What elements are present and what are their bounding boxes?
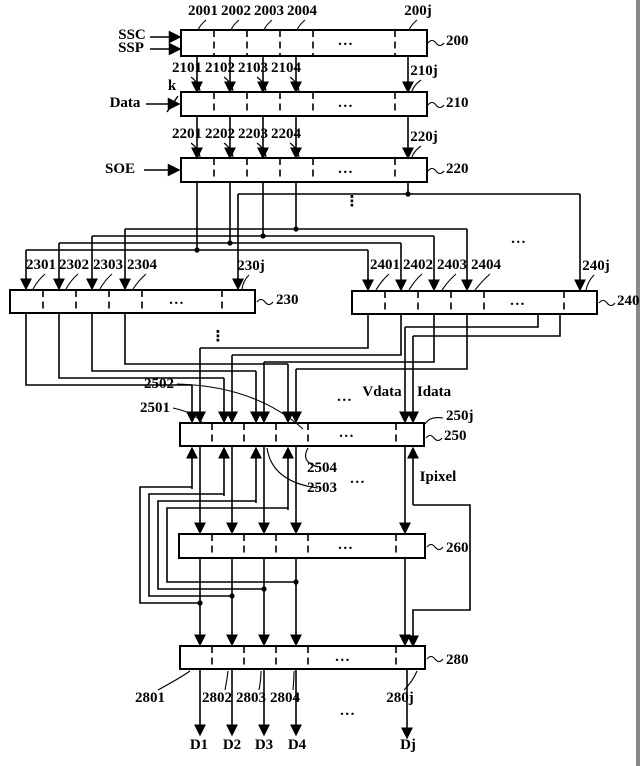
ellipsis-block-210: ... [338,95,354,111]
block-200 [181,30,427,56]
ref-250j: 250j [446,408,474,424]
label-2801: 2801 [135,690,165,706]
signal-idata: Idata [416,384,452,400]
block-250 [180,423,424,446]
label-2504: 2504 [307,460,337,476]
block-240 [352,291,597,314]
label-2803: 2803 [236,690,266,706]
block-260 [179,534,425,558]
ellipsis-above-240: ... [511,231,527,247]
signal-ssc: SSC [118,27,146,43]
cell-dividers [43,27,564,669]
signal-vdata: Vdata [362,384,402,400]
block-230 [10,290,255,313]
arrow-wires [26,37,580,737]
output-d4: D4 [287,737,307,753]
ellipsis-block-220: ... [338,161,354,177]
label-2402: 2402 [403,257,433,273]
label-2401: 2401 [370,257,400,273]
ref-240: 240 [617,293,640,309]
label-2802: 2802 [202,690,232,706]
label-2102: 2102 [205,60,235,76]
block-210 [181,92,427,116]
label-2104: 2104 [271,60,301,76]
label-2103: 2103 [238,60,268,76]
ellipsis-block-280: ... [335,649,351,665]
ellipsis-block-250: ... [339,425,355,441]
label-2502: 2502 [144,376,174,392]
signal-soe: SOE [104,161,136,177]
output-d2: D2 [222,737,242,753]
ellipsis-below-280: ... [340,703,356,719]
label-230j: 230j [237,258,265,274]
bus-width-k: k [167,78,177,94]
vertical-ellipsis-buses: ⋮ [344,192,360,210]
ref-210: 210 [446,95,469,111]
label-2303: 2303 [93,257,123,273]
ref-220: 220 [446,161,469,177]
ref-230: 230 [276,292,299,308]
label-2002: 2002 [221,3,251,19]
label-210j: 210j [410,63,438,79]
ref-250: 250 [444,428,467,444]
output-d1: D1 [189,737,209,753]
signal-ipixel: Ipixel [419,469,457,485]
ellipsis-near-ipixel: ... [350,471,366,487]
label-2503: 2503 [307,480,337,496]
label-2202: 2202 [205,126,235,142]
label-2804: 2804 [270,690,300,706]
label-2201: 2201 [172,126,202,142]
label-280j: 280j [386,690,414,706]
label-2501: 2501 [140,400,170,416]
ref-200: 200 [446,33,469,49]
label-2304: 2304 [127,257,157,273]
label-2004: 2004 [287,3,317,19]
ellipsis-block-200: ... [338,33,354,49]
block-220 [181,158,427,182]
ref-280: 280 [446,652,469,668]
label-240j: 240j [582,258,610,274]
signal-data: Data [109,95,141,111]
label-2001: 2001 [188,3,218,19]
label-2101: 2101 [172,60,202,76]
ellipsis-block-240: ... [510,293,526,309]
ellipsis-before-vdata: ... [337,389,353,405]
vertical-ellipsis-below-230: ⋮ [210,327,226,345]
ref-260: 260 [446,540,469,556]
label-2204: 2204 [271,126,301,142]
ellipsis-block-260: ... [338,537,354,553]
label-2404: 2404 [471,257,501,273]
label-2403: 2403 [437,257,467,273]
output-d3: D3 [254,737,274,753]
signal-ssp: SSP [118,40,144,56]
label-2301: 2301 [26,257,56,273]
ellipsis-block-230: ... [169,292,185,308]
label-2003: 2003 [254,3,284,19]
label-220j: 220j [410,129,438,145]
label-2302: 2302 [59,257,89,273]
label-2203: 2203 [238,126,268,142]
output-dj: Dj [400,737,416,753]
block-280 [180,646,425,669]
label-200j: 200j [404,3,432,19]
blocks [10,27,597,669]
